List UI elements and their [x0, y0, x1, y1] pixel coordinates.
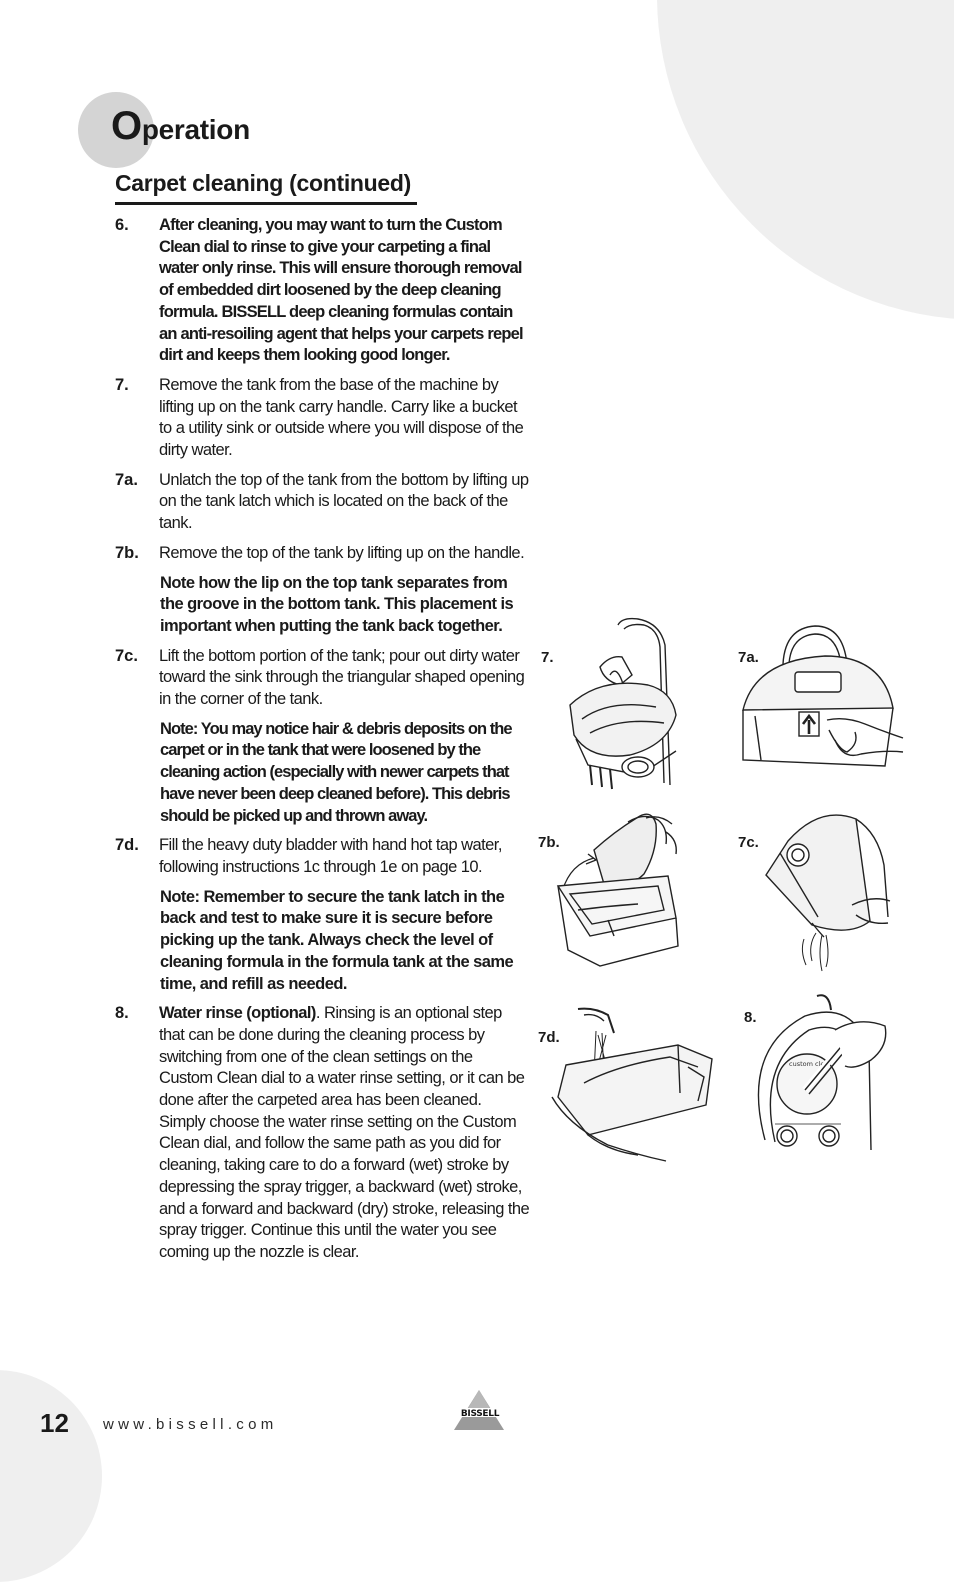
step-title: Water rinse (optional) [159, 1004, 316, 1023]
section-title-rest: peration [141, 114, 250, 145]
step-8 [115, 1003, 530, 1263]
step-text: Unlatch the top of the tank from the bottom by lifting up on the tank latch which is located on the back of the tank. [159, 470, 529, 533]
step-number: 7d. [115, 836, 139, 855]
step-6 [115, 215, 530, 367]
illustration-remove-tank-top [548, 810, 718, 970]
illustration-lift-tank [560, 615, 720, 790]
note-7c: Note: You may notice hair & debris deposits on the carpet or in the tank that were loosened by the cleaning action (especially with newer carpets that have never been deep cleaned before). This debris should be picked up and thrown away. [160, 719, 512, 825]
illustration-unlatch-tank [735, 620, 905, 770]
step-number: 7. [115, 375, 129, 394]
step-text: Lift the bottom portion of the tank; pour out dirty water toward the sink through the triangular shaped opening in the corner of the tank. [159, 646, 525, 709]
step-number: 7a. [115, 470, 138, 489]
bissell-logo [446, 1388, 512, 1432]
decorative-circle-bottom [0, 1370, 102, 1582]
dial-label-text: custom cle [789, 1060, 825, 1068]
step-number: 7b. [115, 543, 139, 562]
step-text: Fill the heavy duty bladder with hand hot tap water, following instructions 1c through 1e on page 10. [159, 836, 502, 876]
step-text: Remove the tank from the base of the machine by lifting up on the tank carry handle. Carry like a bucket to a utility sink or outside where you will dispose of the dirty water. [159, 375, 524, 460]
step-text: Remove the top of the tank by lifting up on the handle. [159, 543, 525, 562]
section-title [111, 106, 250, 146]
step-text: After cleaning, you may want to turn the Custom Clean dial to rinse to give your carpeting a final water only rinse. This will ensure thorough removal of embedded dirt loosened by the deep cleaning formula. BISSELL deep cleaning formulas contain an anti-resoiling agent that helps your carpets repel dirt and keeps them looking good longer. [159, 216, 523, 365]
step-number: 7c. [115, 646, 138, 665]
section-title-initial: O [111, 104, 142, 148]
step-7 [115, 375, 530, 462]
illustration-pour-dirty-water [760, 805, 900, 975]
logo-wordmark: BISSELL [460, 1409, 500, 1419]
illustration-custom-clean-dial [745, 990, 895, 1155]
step-7d [115, 835, 530, 878]
step-7a [115, 470, 530, 535]
step-number: 6. [115, 216, 129, 234]
step-7c [115, 646, 530, 711]
website-url: www.bissell.com [103, 1416, 278, 1433]
subsection-underline [115, 202, 417, 205]
instructions-column [115, 215, 530, 1272]
figure-label-7d: 7d. [538, 1029, 560, 1046]
figure-label-8: 8. [744, 1009, 757, 1026]
figure-label-7: 7. [541, 649, 554, 666]
step-number: 8. [115, 1004, 129, 1023]
note-7b: Note how the lip on the top tank separates from the groove in the bottom tank. This placement is important when putting the tank back together. [160, 573, 514, 635]
step-text [159, 1003, 530, 1263]
step-7b [115, 543, 530, 565]
illustration-fill-bladder [548, 1005, 718, 1170]
note-7d: Note: Remember to secure the tank latch in the back and test to make sure it is secure before picking up the tank. Always check the level of cleaning formula in the formula tank at the same time, and refill as needed. [160, 887, 514, 993]
figure-label-7c: 7c. [738, 834, 759, 851]
step-body: . Rinsing is an optional step that can be done during the cleaning process by switching from one of the clean settings on the Custom Clean dial to a water rinse setting, or it can be done after the carpeted area has been cleaned. Simply choose the water rinse setting on the Custom Clean dial, and follow the same path as you did for cleaning, taking care to do a forward (wet) stroke by depressing the spray trigger, a backward (wet) stroke, and a forward and backward (dry) stroke, releasing the spray trigger. Continue this until the water you see coming up the nozzle is clear. [159, 1004, 530, 1261]
subsection-title: Carpet cleaning (continued) [115, 170, 412, 196]
figure-label-7b: 7b. [538, 834, 560, 851]
figure-label-7a: 7a. [738, 649, 759, 666]
decorative-circle-top [657, 0, 954, 320]
page-number: 12 [40, 1408, 69, 1438]
